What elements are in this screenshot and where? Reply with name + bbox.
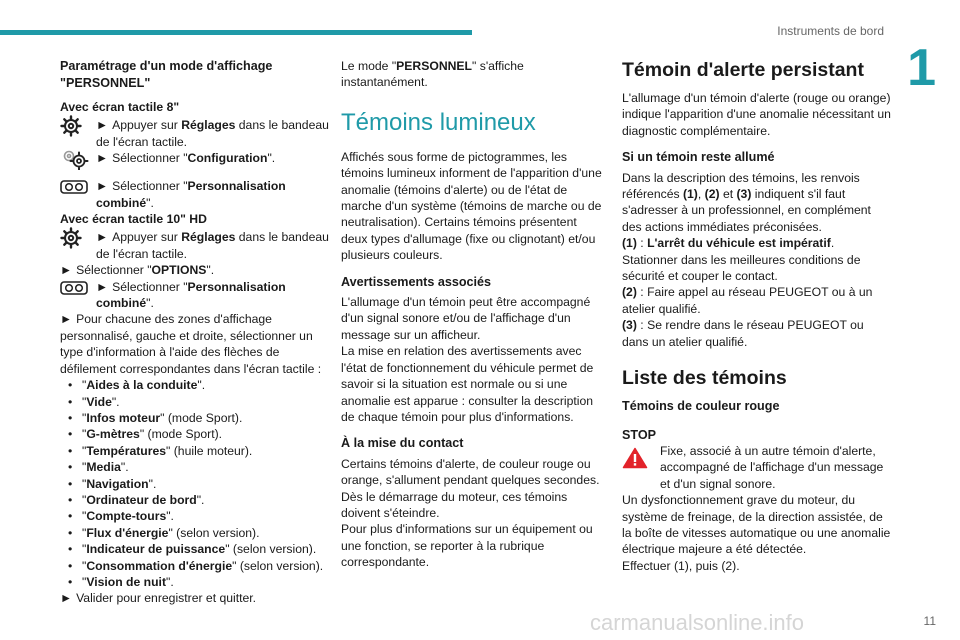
reference-2: (2) : Faire appel au réseau PEUGEOT ou à un atelier qualifié. bbox=[622, 285, 873, 316]
list-item: • "G-mètres" (mode Sport). bbox=[80, 426, 330, 442]
display-options-list bbox=[60, 377, 330, 590]
warning-triangle-icon bbox=[622, 443, 660, 492]
list-item: • "Températures" (huile moteur). bbox=[80, 443, 330, 459]
lamp-stays-on-text: Dans la description des témoins, les renvois référencés (1), (2) et (3) indiquent s'il faut s'adresser à un professionnel, en complément des actions immédiates préconisées. bbox=[622, 170, 871, 234]
stop-lamp-row bbox=[622, 443, 892, 492]
column-warning-lamps bbox=[341, 58, 603, 571]
stop-label: STOP bbox=[622, 427, 657, 442]
chapter-number: 1 bbox=[907, 39, 936, 97]
lamps-list-title: Liste des témoins bbox=[622, 367, 787, 390]
reference-1-text: Stationner dans les meilleures conditions de sécurité et couper le contact. bbox=[622, 252, 861, 284]
zones-instruction: ► Pour chacune des zones d'affichage personnalisé, gauche et droite, sélectionner un type d'information à l'aide des flèches de défilement correspondantes dans l'écran tactile : bbox=[60, 312, 322, 376]
list-item: • "Navigation". bbox=[80, 476, 330, 492]
associated-warnings-text-1: L'allumage d'un témoin peut être accompagné d'un signal sonore et/ou de l'affichage d'un message sur un afficheur. bbox=[341, 295, 591, 342]
screen-10-label: Avec écran tactile 10" HD bbox=[60, 212, 207, 227]
step-10-options: ► Sélectionner "OPTIONS". bbox=[60, 263, 215, 278]
ignition-on-text-1: Certains témoins d'alerte, de couleur rouge ou orange, s'allument pendant quelques secondes. Dès le démarrage du moteur, ces témoins doivent s'éteindre. bbox=[341, 456, 600, 520]
stop-lamp-condition: Fixe, associé à un autre témoin d'alerte, accompagné de l'affichage d'un message et d'un signal sonore. bbox=[660, 443, 884, 491]
list-item: • "Vide". bbox=[80, 394, 330, 410]
list-item: • "Indicateur de puissance" (selon version). bbox=[80, 541, 330, 557]
step-10-personalisation: ► Sélectionner "Personnalisation combiné". bbox=[60, 279, 330, 312]
instrument-cluster-icon bbox=[60, 178, 96, 196]
gear-icon bbox=[60, 229, 96, 247]
red-lamps-title: Témoins de couleur rouge bbox=[622, 399, 780, 414]
step-8-configuration: ► Sélectionner "Configuration". bbox=[60, 150, 330, 168]
section-header: Instruments de bord bbox=[777, 24, 884, 38]
page-number: 11 bbox=[923, 614, 936, 628]
warning-lamps-intro: Affichés sous forme de pictogrammes, les témoins lumineux informent de l'apparition d'une anomalie (témoins d'alerte) ou de l'état de marche d'un système (témoins de marche ou de neutralisation). Certains témoins présentent deux types d'allumage (fixe ou clignotant) et/ou plusieurs couleurs. bbox=[341, 149, 602, 263]
step-8-settings: ► Appuyer sur Réglages dans le bandeau de l'écran tactile. bbox=[60, 117, 330, 150]
watermark: carmanualsonline.info bbox=[590, 610, 805, 635]
validate-step: ► Valider pour enregistrer et quitter. bbox=[60, 591, 257, 606]
reference-3: (3) : Se rendre dans le réseau PEUGEOT ou dans un atelier qualifié. bbox=[622, 318, 864, 349]
stop-lamp-description: Un dysfonctionnement grave du moteur, du système de freinage, de la direction assistée, de la boîte de vitesses automatique ou une anomalie électrique majeure a été détectée. bbox=[622, 493, 891, 557]
header-accent-bar bbox=[0, 30, 472, 35]
reference-1: (1) : L'arrêt du véhicule est impératif. bbox=[622, 236, 835, 251]
column-personal-mode bbox=[60, 58, 330, 607]
lamp-stays-on-title: Si un témoin reste allumé bbox=[622, 150, 775, 165]
list-item: • "Ordinateur de bord". bbox=[80, 492, 330, 508]
stop-lamp-action: Effectuer (1), puis (2). bbox=[622, 558, 740, 573]
list-item: • "Flux d'énergie" (selon version). bbox=[80, 525, 330, 541]
personal-mode-title: Paramétrage d'un mode d'affichage "PERSONNEL" bbox=[60, 59, 273, 90]
list-item: • "Aides à la conduite". bbox=[80, 377, 330, 393]
gear-icon bbox=[60, 117, 96, 135]
ignition-on-title: À la mise du contact bbox=[341, 436, 464, 451]
screen-8-label: Avec écran tactile 8" bbox=[60, 100, 180, 114]
warning-lamps-title: Témoins lumineux bbox=[341, 108, 536, 136]
persistent-warning-title: Témoin d'alerte persistant bbox=[622, 59, 864, 81]
step-8-personalisation: ► Sélectionner "Personnalisation combiné". bbox=[60, 178, 330, 211]
personal-mode-note: Le mode "PERSONNEL" s'affiche instantanément. bbox=[341, 59, 524, 90]
column-persistent-warning bbox=[622, 58, 892, 574]
list-item: • "Compte-tours". bbox=[80, 508, 330, 524]
list-item: • "Vision de nuit". bbox=[80, 574, 330, 590]
list-item: • "Consommation d'énergie" (selon version). bbox=[80, 558, 330, 574]
list-item: • "Media". bbox=[80, 459, 330, 475]
persistent-warning-intro: L'allumage d'un témoin d'alerte (rouge ou orange) indique l'apparition d'une anomalie nécessitant un diagnostic complémentaire. bbox=[622, 91, 891, 138]
associated-warnings-title: Avertissements associés bbox=[341, 274, 492, 289]
ignition-on-text-2: Pour plus d'informations sur un équipement ou une fonction, se reporter à la rubrique correspondante. bbox=[341, 522, 593, 570]
list-item: • "Infos moteur" (mode Sport). bbox=[80, 410, 330, 426]
instrument-cluster-icon bbox=[60, 279, 96, 297]
arrow-marker: ► bbox=[96, 118, 109, 133]
gears-icon bbox=[60, 150, 96, 168]
associated-warnings-text-2: La mise en relation des avertissements avec l'état de fonctionnement du véhicule permet de savoir si la situation est normale ou si une anomalie est apparue : consulter la description de chaque témoin pour plus d'informations. bbox=[341, 344, 594, 424]
step-10-settings: ► Appuyer sur Réglages dans le bandeau de l'écran tactile. bbox=[60, 229, 330, 262]
